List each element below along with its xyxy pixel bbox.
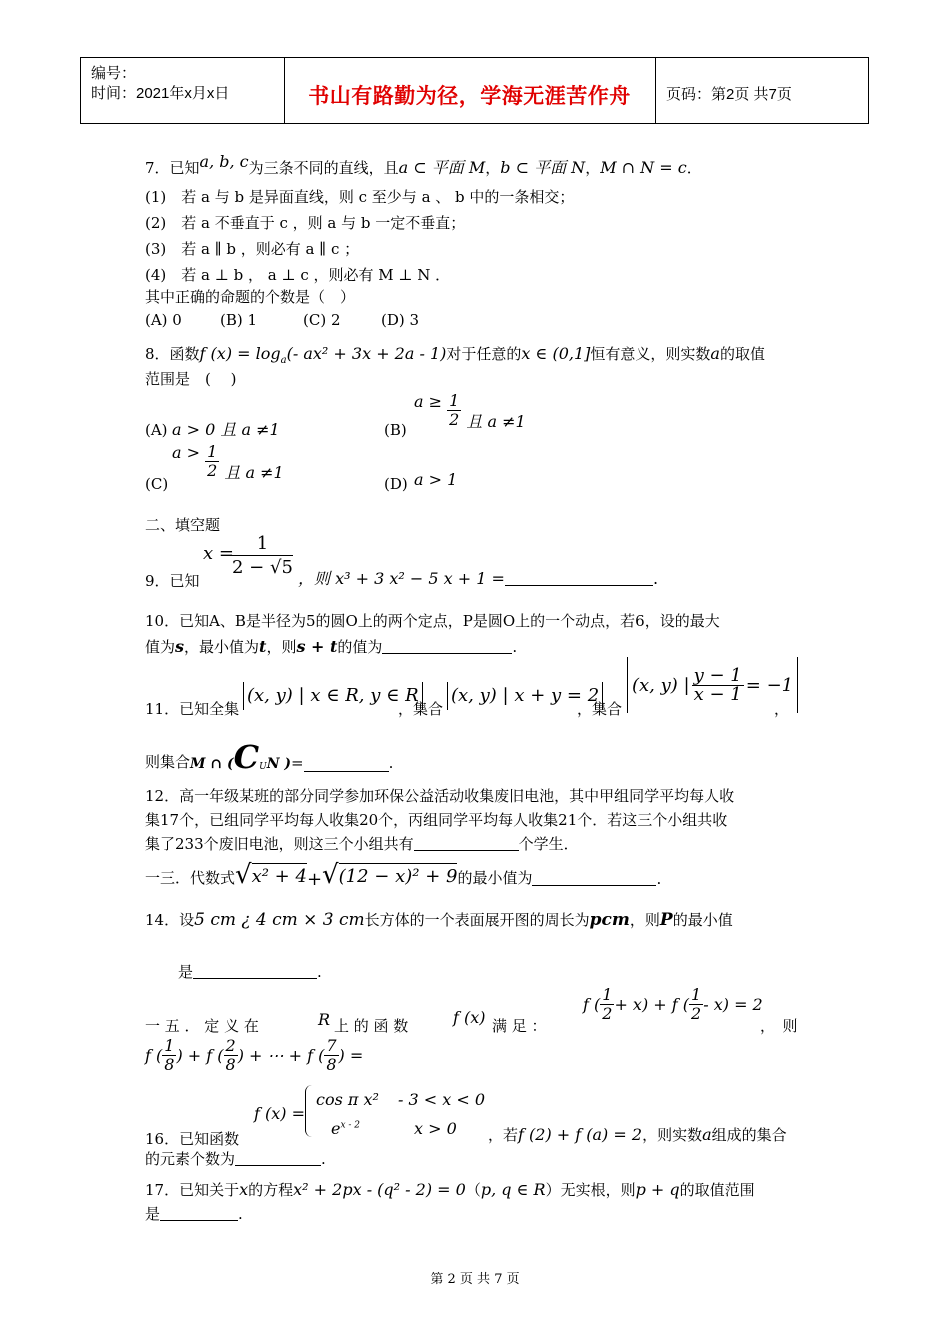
q14-p: pcm: [589, 910, 630, 930]
q7-comma1: ，: [485, 159, 501, 177]
q7-stem-b: 为三条不同的直线，且: [248, 159, 399, 177]
q8-C-den: 2: [207, 461, 218, 480]
q13-e1: x² + 4: [252, 863, 307, 890]
q8-C-pre: a >: [172, 443, 201, 462]
q17-pq: p, q ∈ R: [480, 1180, 546, 1199]
q11-expr-b: N ): [266, 756, 291, 772]
q14-P: P: [659, 910, 673, 930]
q15-sum-c: ) + ⋯ + f (: [237, 1046, 325, 1065]
q10-end: .: [512, 638, 518, 656]
q8-C-num: 1: [207, 442, 218, 461]
q15-d: ， 则: [760, 1017, 798, 1035]
q12-line3: [145, 834, 579, 854]
q14-a: 14．设: [145, 911, 195, 929]
q9-end: .: [652, 569, 659, 588]
q10-s: s: [175, 637, 185, 656]
q17-a: 17．已知关于: [145, 1181, 240, 1199]
q13-e2: (12 − x)² + 9: [339, 863, 458, 890]
q8-D-expr: a > 1: [414, 470, 458, 489]
q8-stem-a: 8．函数: [145, 345, 200, 363]
q8-stem: [145, 344, 765, 371]
q7-option-c: (C) 2: [303, 311, 341, 329]
q8-B-pre: a ≥: [414, 392, 443, 411]
q16-brace: [305, 1085, 312, 1137]
q15-sum-frac3: [324, 1037, 338, 1074]
q16-c: ，则实数: [642, 1126, 703, 1144]
q16-b: ，若: [488, 1126, 519, 1144]
q8-B-expr: [414, 392, 526, 429]
q15-sum-a: f (: [145, 1046, 163, 1065]
q9-den: 2 − √5: [232, 557, 293, 578]
q7-stem: [145, 152, 702, 178]
q15-sum-b: ) + f (: [176, 1046, 224, 1065]
q15-frac2: [689, 986, 703, 1023]
q11-a: 11．已知全集: [145, 700, 240, 718]
q15-sum-frac1: [162, 1037, 176, 1074]
q9-expr: ，则 x³ + 3 x² − 5 x + 1 =: [298, 569, 505, 588]
page-footer: 第 2 页 共 7 页: [430, 1272, 520, 1287]
q7-dot: ．: [686, 159, 702, 177]
q13-b: 的最小值为: [457, 869, 533, 887]
q10-t: t: [259, 637, 267, 656]
q15-sum-d3: 8: [326, 1055, 337, 1074]
q16-piece2-exp: x - 2: [340, 1120, 361, 1131]
q12-l3a: 集了233个废旧电池，则这三个小组共有: [145, 835, 414, 853]
q11-set-U: [243, 682, 423, 710]
q8-B-frac: [447, 392, 461, 429]
q7-comma2: ，: [585, 159, 601, 177]
q15-frac2-num: 1: [691, 985, 702, 1004]
q8-B-label: (B): [384, 421, 407, 439]
q14-answer-blank[interactable]: [193, 964, 317, 979]
q17-b: 的方程: [248, 1181, 294, 1199]
q10-answer-blank[interactable]: [382, 639, 512, 654]
q15-sum-n7: 7: [326, 1036, 337, 1055]
q14-c: ，则: [629, 911, 660, 929]
number-label: 编号：: [91, 65, 137, 82]
q16-d: 组成的集合: [711, 1126, 787, 1144]
q12-answer-blank[interactable]: [414, 836, 519, 851]
motto: 书山有路勤为径，学海无涯苦作舟: [308, 84, 631, 108]
q15-c: 满 足 ：: [492, 1017, 547, 1035]
q13-end: .: [656, 870, 662, 888]
q15-sum: [145, 1037, 363, 1074]
q7-cond1: a ⊂ 平面 M: [398, 158, 486, 177]
q13-line: [145, 856, 661, 890]
q11-end: .: [388, 754, 394, 772]
header-middle-cell: [284, 58, 656, 123]
q7-option-d: (D) 3: [381, 311, 420, 329]
time-label: 时间：2021年x月x日: [91, 85, 230, 102]
q15-cond-c: - x) = 2: [703, 995, 763, 1014]
q11-c: ，集合: [577, 700, 623, 718]
q16-e: 的元素个数为: [145, 1150, 236, 1168]
q17-d: ）无实根，则: [545, 1181, 636, 1199]
q9-frac: [232, 533, 293, 580]
q9-xeq: x =: [203, 543, 234, 564]
q12-line2: 集17个，已组同学平均每人收集20个，丙组同学平均每人收集21个．若这三个小组共收: [145, 811, 728, 829]
q16-end: .: [321, 1150, 326, 1168]
q7-option-b: (B) 1: [220, 311, 258, 329]
q15-sum-n2: 2: [225, 1036, 236, 1055]
q8-C-post: 且 a ≠1: [224, 463, 284, 482]
q14-line1: [145, 910, 733, 930]
q10-l2b: ，最小值为: [184, 638, 260, 656]
q15-frac2-den: 2: [691, 1004, 702, 1023]
q17-line2: [145, 1204, 243, 1224]
q11-eq: =: [290, 754, 304, 772]
q11-N-frac: [692, 664, 744, 705]
q13-sqrt1: √ x² + 4: [235, 860, 307, 890]
q7-stem-a: 7．已知: [145, 159, 200, 177]
q15-cond-b: + x) + f (: [614, 995, 690, 1014]
q11-Nden: x − 1: [693, 683, 742, 705]
q7-statement-1: (1) 若 a 与 b 是异面直线，则 c 至少与 a 、 b 中的一条相交；: [145, 188, 575, 206]
q13-answer-blank[interactable]: [532, 871, 656, 886]
q17-sum: p + q: [635, 1180, 680, 1199]
q8-C-label: (C): [145, 475, 169, 493]
page-info: 页码：第2页 共7页: [666, 86, 792, 103]
q10-st: s + t: [296, 637, 338, 656]
q8-B-den: 2: [449, 410, 460, 429]
section-fill-in: 二、填空题: [145, 516, 221, 534]
header-left-cell: [81, 58, 285, 123]
q15-fx: f (x): [453, 1008, 486, 1027]
q17-line1: [145, 1180, 755, 1200]
q8-B-num: 1: [449, 391, 460, 410]
q14-end: .: [317, 963, 322, 981]
q10-l2d: 的值为: [337, 638, 383, 656]
q16-line1-tail: [488, 1124, 787, 1145]
q16-piece1: cos π x²: [316, 1090, 379, 1109]
q14-d: 的最小值: [672, 911, 733, 929]
q15-frac1-den: 2: [602, 1004, 613, 1023]
q7-cond3: M ∩ N = c: [600, 158, 687, 177]
q7-statement-4: (4) 若 a ⊥ b ， a ⊥ c ，则必有 M ⊥ N ．: [145, 266, 451, 284]
q16-cond: f (2) + f (a) = 2: [518, 1125, 643, 1144]
q15-b: 上 的 函 数: [334, 1017, 409, 1035]
q12-line1: 12．高一年级某班的部分同学参加环保公益活动收集废旧电池，其中甲组同学平均每人收: [145, 787, 735, 805]
q9-then: [298, 566, 658, 589]
q15-frac1: [600, 986, 614, 1023]
q8-D-label: (D): [384, 475, 408, 493]
q8-var: a: [710, 344, 720, 363]
q17-answer-blank[interactable]: [160, 1206, 238, 1221]
q7-statement-2: (2) 若 a 不垂直于 c ，则 a 与 b 一定不垂直；: [145, 214, 466, 232]
q16-answer-blank[interactable]: [235, 1151, 321, 1166]
q11-Npre: (x, y) |: [632, 674, 690, 696]
q10-l2c: ，则: [266, 638, 297, 656]
q9-answer-blank[interactable]: [505, 571, 653, 586]
q16-cond2: x > 0: [414, 1119, 457, 1138]
q10-l2a: 值为: [145, 638, 176, 656]
q17-eq: x² + 2px - (q² - 2) = 0: [293, 1180, 466, 1199]
q16-piece2: [331, 1119, 360, 1138]
q8-domain: x ∈ (0,1]: [521, 344, 591, 363]
q15-sum-d: ) =: [338, 1046, 364, 1065]
q13-sqrt2: √ (12 − x)² + 9: [322, 860, 458, 890]
q11-line2: [145, 738, 394, 776]
q11-b: ，集合: [398, 700, 444, 718]
q14-b: 长方体的一个表面展开图的周长为: [364, 911, 590, 929]
q16-fx: f (x) =: [254, 1104, 306, 1123]
q8-arg: (- ax² + 3x + 2a - 1): [286, 344, 447, 363]
q12-l3b: 个学生．: [518, 835, 579, 853]
q11-answer-blank[interactable]: [304, 757, 389, 772]
q16-a: 16．已知函数: [145, 1130, 240, 1148]
q8-A-expr: a > 0 且 a ≠1: [172, 420, 280, 439]
q16-cond1: - 3 < x < 0: [398, 1090, 486, 1109]
q11-sub-U: U: [259, 762, 267, 772]
q8-B-post: 且 a ≠1: [466, 412, 526, 431]
q15-frac1-num: 1: [602, 985, 613, 1004]
q15-a: 一 五 ． 定 义 在: [145, 1017, 259, 1035]
q9-label: 9．已知: [145, 572, 200, 590]
header-right-cell: [656, 58, 868, 123]
header-table: [80, 57, 869, 124]
q11-d: ，: [774, 700, 790, 718]
q11-U: (x, y) | x ∈ R, y ∈ R: [247, 685, 419, 706]
q14-e: 是: [178, 963, 194, 981]
q15-sum-frac2: [224, 1037, 238, 1074]
q7-abc: a, b, c: [199, 152, 249, 171]
q11-set-N: [627, 657, 798, 713]
q16-line2: [145, 1149, 326, 1169]
q7-option-a: (A) 0: [145, 311, 182, 329]
q11-expr-a: M ∩ (: [190, 756, 234, 772]
q17-c: （: [465, 1181, 481, 1199]
q11-M: (x, y) | x + y = 2: [451, 685, 600, 706]
q7-statement-3: (3) 若 a ∥ b ，则必有 a ∥ c ；: [145, 240, 360, 258]
q15-cond-a: f (: [583, 995, 601, 1014]
q15-sum-d2: 8: [225, 1055, 236, 1074]
q10-line2: [145, 637, 517, 657]
q14-line2: [178, 961, 322, 982]
q17-e: 的取值范围: [679, 1181, 755, 1199]
q15-sum-n1: 1: [164, 1036, 175, 1055]
q15-R: R: [318, 1010, 331, 1029]
q14-dims: 5 cm ¿ 4 cm × 3 cm: [194, 910, 365, 930]
q17-end: .: [238, 1205, 243, 1223]
q8-log-base: a: [280, 355, 287, 366]
q8-stem-b: 对于任意的: [446, 345, 522, 363]
q13-plus: +: [306, 869, 323, 890]
q17-x: x: [239, 1180, 249, 1199]
q11-Nnum: y − 1: [693, 664, 742, 686]
q13-a: 一三．代数式: [145, 869, 236, 887]
q16-var: a: [702, 1125, 712, 1144]
q10-line1: 10．已知A、B是半径为5的圆O上的两个定点，P是圆O上的一个动点，若6，设的最大: [145, 612, 720, 630]
q9-num: 1: [232, 533, 293, 556]
q7-ask: 其中正确的命题的个数是（ ）: [145, 288, 356, 306]
q11-Npost: = −1: [745, 674, 794, 696]
q11-complement-C: C: [233, 738, 260, 776]
q8-A-label: (A): [145, 421, 168, 439]
q8-func: f (x) = log: [199, 344, 281, 363]
q8-C-expr: [172, 443, 284, 480]
q17-f: 是: [145, 1205, 161, 1223]
q7-cond2: b ⊂ 平面 N: [500, 158, 586, 177]
q16-piece2-base: e: [331, 1119, 341, 1138]
q8-stem-c: 恒有意义，则实数: [590, 345, 711, 363]
q8-stem-e: 范围是 ( ): [145, 370, 237, 388]
q8-C-frac: [205, 443, 219, 480]
q11-e: 则集合: [145, 753, 191, 771]
q15-sum-d1: 8: [164, 1055, 175, 1074]
q15-condition: [583, 986, 763, 1023]
q8-stem-d: 的取值: [719, 345, 765, 363]
